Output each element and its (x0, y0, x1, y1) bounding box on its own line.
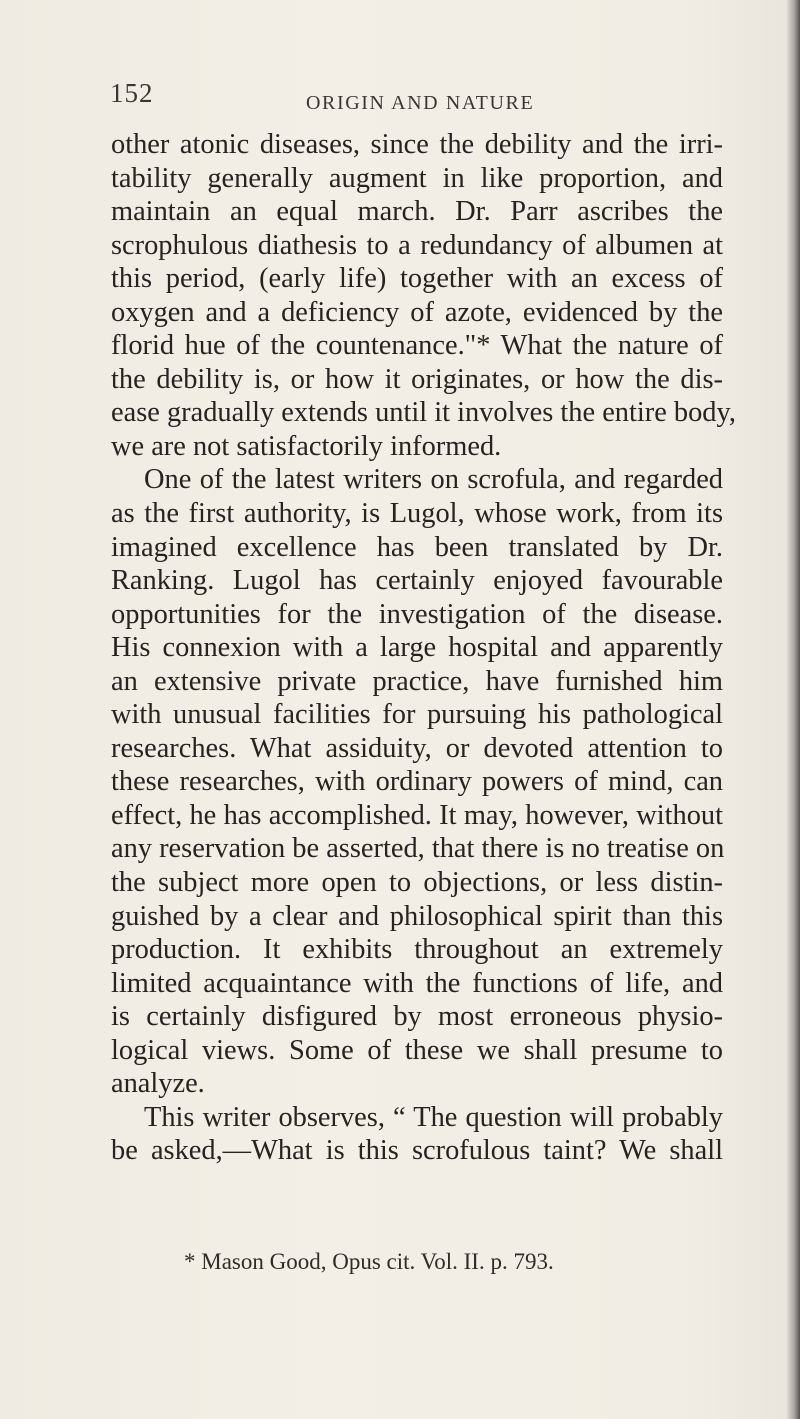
text-line: imagined excellence has been translated by Dr. (111, 531, 723, 563)
paragraph-end-line: analyze. (111, 1068, 205, 1100)
text-line: any reservation be asserted, that there is no treatise on (111, 833, 725, 865)
page-number: 152 (110, 78, 154, 108)
text-line: the debility is, or how it originates, or how the dis- (111, 363, 723, 395)
text-line: guished by a clear and philosophical spirit than this (111, 900, 723, 932)
text-line: researches. What assiduity, or devoted attention to (111, 732, 723, 764)
text-line: production. It exhibits throughout an extremely (111, 934, 723, 966)
footnote: * Mason Good, Opus cit. Vol. II. p. 793. (184, 1249, 554, 1274)
page-edge-shadow (786, 0, 800, 1419)
page-header (0, 78, 800, 118)
text-line: as the first authority, is Lugol, whose work, from its (111, 498, 723, 530)
text-line: maintain an equal march. Dr. Parr ascribes the (111, 196, 723, 228)
text-line: other atonic diseases, since the debility and the irri- (111, 129, 723, 160)
text-line: be asked,—What is this scrofulous taint? We shall (111, 1135, 723, 1167)
paragraph-end-line: we are not satisfactorily informed. (111, 430, 502, 462)
text-line: this period, (early life) together with an excess of (111, 263, 723, 295)
text-line: limited acquaintance with the functions of life, and (111, 967, 723, 999)
text-line: tability generally augment in like proportion, and (111, 162, 723, 194)
text-line: an extensive private practice, have furnished him (111, 665, 723, 697)
text-line: the subject more open to objections, or less distin- (111, 867, 723, 899)
text-line: these researches, with ordinary powers of mind, can (111, 766, 723, 798)
text-line: Ranking. Lugol has certainly enjoyed favourable (111, 565, 723, 597)
text-line: scrophulous diathesis to a redundancy of albumen at (111, 229, 723, 261)
text-line: logical views. Some of these we shall presume to (111, 1034, 723, 1066)
text-line: with unusual facilities for pursuing his pathological (111, 699, 723, 731)
paragraph-start-line: One of the latest writers on scrofula, and regarded (144, 464, 723, 496)
paragraph-start-line: This writer observes, “ The question will probably (144, 1101, 723, 1133)
text-line: florid hue of the countenance."* What the nature of (111, 330, 723, 362)
running-head: ORIGIN AND NATURE (306, 92, 535, 114)
text-line: oxygen and a deficiency of azote, evidenced by the (111, 296, 723, 328)
body-text (111, 128, 736, 1168)
text-line: ease gradually extends until it involves the entire body, (111, 397, 736, 429)
text-line: is certainly disfigured by most erroneous physio- (111, 1001, 723, 1033)
text-line: opportunities for the investigation of the disease. (111, 598, 723, 630)
text-line: effect, he has accomplished. It may, however, without (111, 799, 723, 831)
text-line: His connexion with a large hospital and apparently (111, 632, 723, 664)
